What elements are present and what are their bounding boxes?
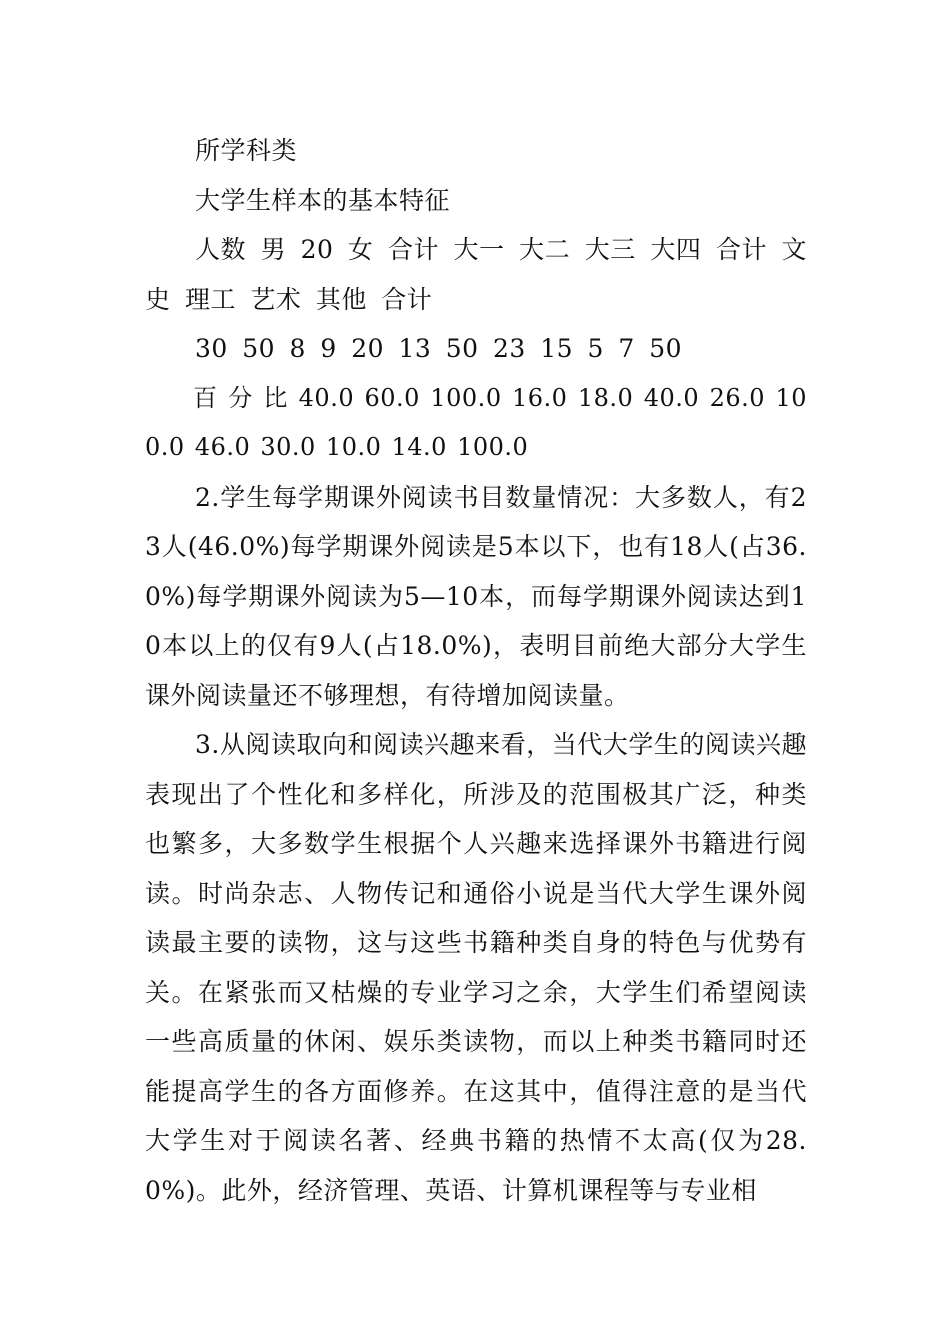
document-page xyxy=(145,126,807,1215)
paragraph-sample-title: 大学生样本的基本特征 xyxy=(195,185,451,215)
paragraph-table-header: 人数 男 20 女 合计 大一 大二 大三 大四 合计 文史 理工 艺术 其他 合计 xyxy=(145,235,807,314)
paragraph-reading-quantity: 2.学生每学期课外阅读书目数量情况：大多数人，有23人(46.0%)每学期课外阅读是5本以下，也有18人(占36.0%)每学期课外阅读为5—10本，而每学期课外阅读达到10本以上的仅有9人(占18.0%)，表明目前绝大部分大学生课外阅读量还不够理想，有待增加阅读量。 xyxy=(145,482,807,710)
paragraph-table-percent: 百 分 比 40.0 60.0 100.0 16.0 18.0 40.0 26.0 100.0 46.0 30.0 10.0 14.0 100.0 xyxy=(145,383,807,461)
paragraph-table-counts: 30 50 8 9 20 13 50 23 15 5 7 50 xyxy=(195,334,683,363)
paragraph-subject-category: 所学科类 xyxy=(195,136,298,165)
paragraph-reading-interest: 3.从阅读取向和阅读兴趣来看，当代大学生的阅读兴趣表现出了个性化和多样化，所涉及的范围极其广泛，种类也繁多，大多数学生根据个人兴趣来选择课外书籍进行阅读。时尚杂志、人物传记和通俗小说是当代大学生课外阅读最主要的读物，这与这些书籍种类自身的特色与优势有关。在紧张而又枯燥的专业学习之余，大学生们希望阅读一些高质量的休闲、娱乐类读物，而以上种类书籍同时还能提高学生的各方面修养。在这其中，值得注意的是当代大学生对于阅读名著、经典书籍的热情不太高(仅为28.0%)。此外，经济管理、英语、计算机课程等与专业相 xyxy=(145,730,807,1205)
